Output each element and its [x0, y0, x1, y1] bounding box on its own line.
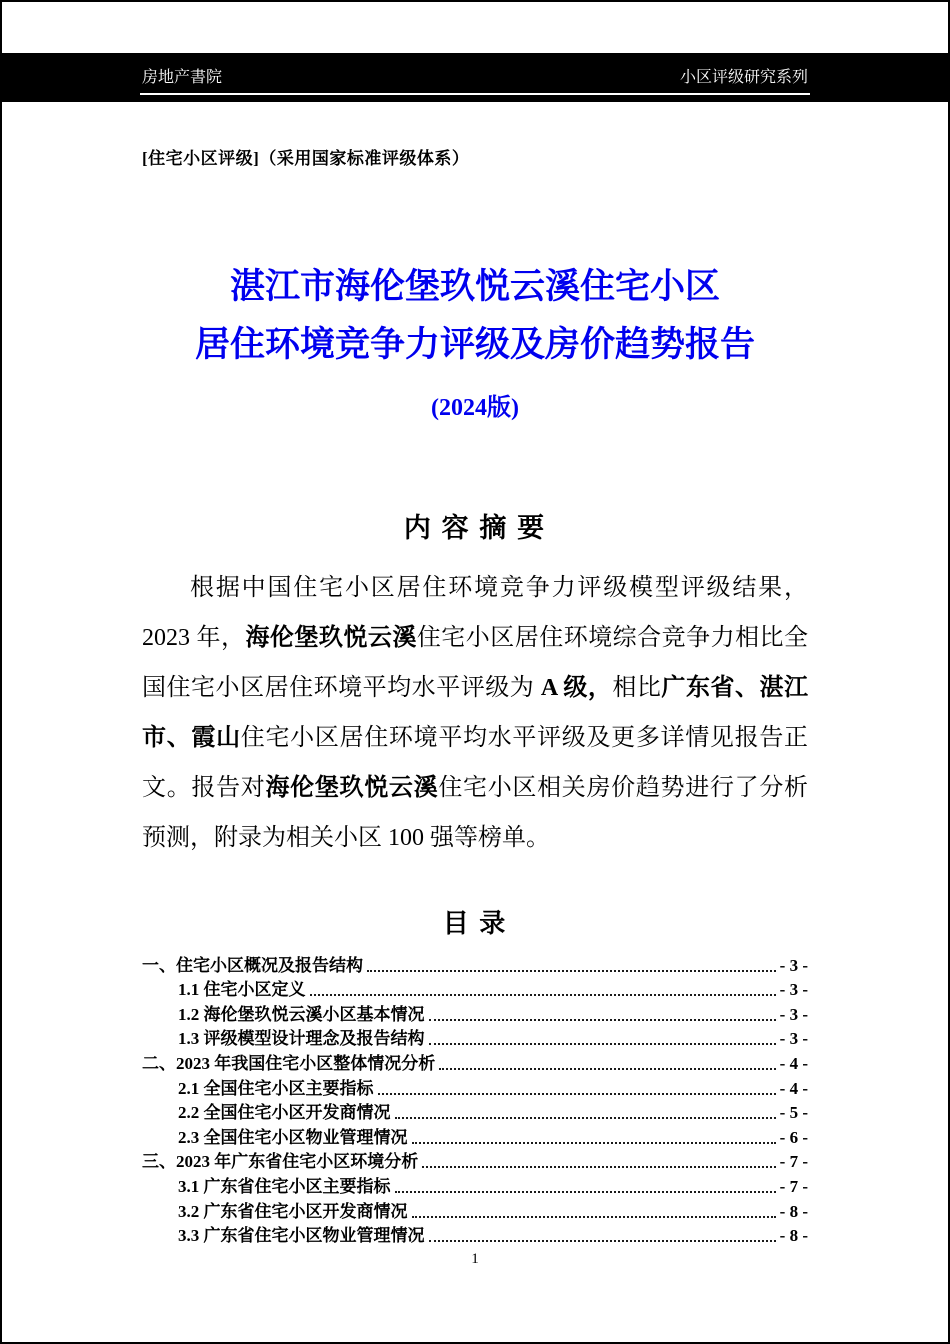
summary-bold-text: 广东省、湛江市、霞山 — [142, 675, 809, 751]
toc-leader-dots — [310, 994, 776, 996]
toc-item-page: - 7 - — [779, 1176, 808, 1196]
summary-text: 根据中国住宅小区居住环境竞争力评级模型评级结果，2023 年， — [142, 575, 808, 651]
toc-leader-dots — [429, 1019, 776, 1021]
toc-item-page: - 5 - — [779, 1103, 808, 1123]
header-left-label: 房地产書院 — [142, 69, 223, 86]
report-title-line1: 湛江市海伦堡玖悦云溪住宅小区 — [229, 267, 720, 306]
toc-item — [142, 1001, 808, 1026]
toc-item-page: - 8 - — [779, 1201, 808, 1221]
toc-item — [142, 1075, 808, 1100]
toc-leader-dots — [378, 1093, 776, 1095]
toc-list — [142, 952, 808, 1247]
toc-leader-dots — [395, 1191, 776, 1193]
summary-text: 住宅小区居住环境综合竞争力相比全国住宅小区居住环境平均水平评级为 — [142, 625, 809, 701]
toc-heading: 目 录 — [442, 909, 508, 938]
summary-text: 相比 — [612, 675, 662, 701]
toc-item — [142, 1026, 808, 1051]
toc-leader-dots — [429, 1240, 776, 1242]
summary-bold-text: 海伦堡玖悦云溪 — [265, 775, 439, 801]
title-block — [2, 265, 948, 422]
toc-item — [142, 1149, 808, 1174]
toc-leader-dots — [367, 970, 776, 972]
toc-item-page: - 7 - — [779, 1152, 808, 1172]
toc-item-label: 3.1 广东省住宅小区主要指标 — [178, 1176, 391, 1196]
toc-leader-dots — [395, 1117, 776, 1119]
toc-item-label: 1.2 海伦堡玖悦云溪小区基本情况 — [178, 1004, 425, 1024]
toc-item — [142, 1173, 808, 1198]
rating-system-note: [住宅小区评级]（采用国家标准评级体系） — [142, 149, 470, 168]
toc-leader-dots — [412, 1216, 776, 1218]
header-right-label: 小区评级研究系列 — [679, 69, 808, 86]
toc-leader-dots — [412, 1142, 776, 1144]
toc-item — [142, 952, 808, 977]
toc-item — [142, 1050, 808, 1075]
toc-item-label: 2.2 全国住宅小区开发商情况 — [178, 1103, 391, 1123]
summary-paragraph — [142, 563, 808, 863]
header-band — [2, 53, 948, 102]
toc-item — [142, 1198, 808, 1223]
toc-item — [142, 1100, 808, 1125]
toc-item-page: - 4 - — [779, 1053, 808, 1073]
toc-item-label: 三、2023 年广东省住宅小区环境分析 — [142, 1152, 419, 1172]
toc-leader-dots — [439, 1068, 775, 1070]
toc-item-label: 二、2023 年我国住宅小区整体情况分析 — [142, 1053, 436, 1073]
header-band-row — [140, 53, 810, 95]
toc-item-page: - 3 - — [779, 1004, 808, 1024]
toc-item-page: - 8 - — [779, 1226, 808, 1246]
toc-item-page: - 3 - — [779, 955, 808, 975]
toc-item — [142, 977, 808, 1002]
toc-leader-dots — [422, 1166, 775, 1168]
toc-item — [142, 1124, 808, 1149]
toc-item-label: 1.1 住宅小区定义 — [178, 980, 306, 1000]
page-number: 1 — [471, 1251, 479, 1267]
toc-item-label: 2.1 全国住宅小区主要指标 — [178, 1078, 374, 1098]
report-edition: (2024版) — [431, 395, 519, 421]
report-title-line2: 居住环境竞争力评级及房价趋势报告 — [194, 325, 755, 364]
toc-item-label: 2.3 全国住宅小区物业管理情况 — [178, 1127, 408, 1147]
toc-leader-dots — [429, 1043, 776, 1045]
toc-item-label: 一、住宅小区概况及报告结构 — [142, 955, 363, 975]
toc-item-page: - 4 - — [779, 1078, 808, 1098]
summary-text: 住宅小区居住环境平均水平评级及更多详情见报告正文。报告对 — [142, 725, 809, 801]
summary-bold-text: A 级， — [540, 675, 613, 701]
toc-item-page: - 6 - — [779, 1127, 808, 1147]
summary-text: 住宅小区相关房价趋势进行了分析预测，附录为相关小区 100 强等榜单。 — [142, 775, 809, 851]
toc-item-label: 1.3 评级模型设计理念及报告结构 — [178, 1029, 425, 1049]
toc-item — [142, 1223, 808, 1248]
toc-item-page: - 3 - — [779, 980, 808, 1000]
toc-item-label: 3.2 广东省住宅小区开发商情况 — [178, 1201, 408, 1221]
summary-heading: 内 容 摘 要 — [403, 513, 547, 543]
toc-item-label: 3.3 广东省住宅小区物业管理情况 — [178, 1226, 425, 1246]
toc-item-page: - 3 - — [779, 1029, 808, 1049]
summary-bold-text: 海伦堡玖悦云溪 — [245, 625, 417, 651]
